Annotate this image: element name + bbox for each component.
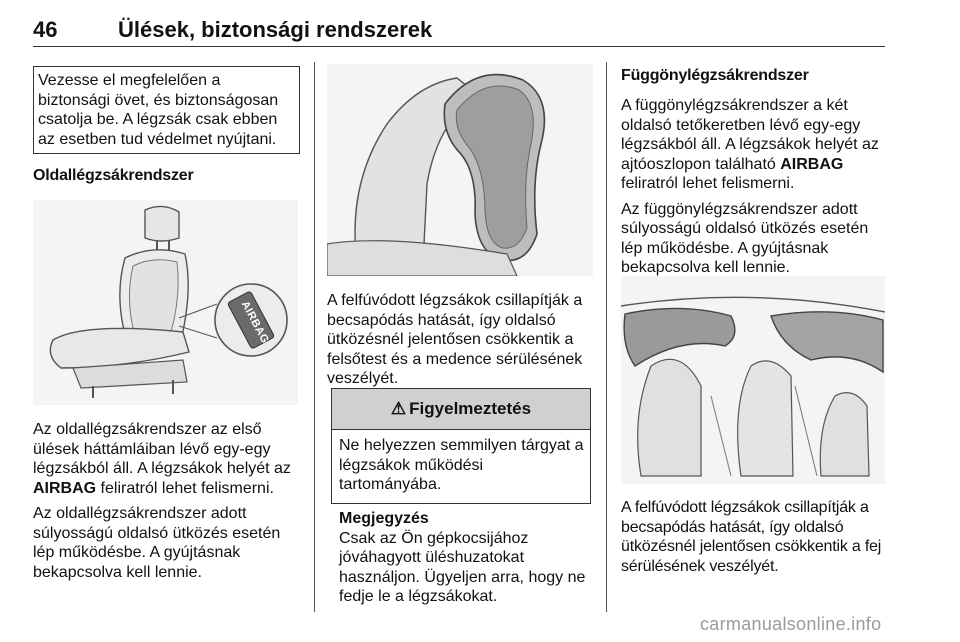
curtain-airbag-svg — [621, 276, 885, 484]
page-header — [33, 17, 885, 47]
warning-box — [331, 388, 591, 504]
section-heading-curtain-airbag: Függönylégzsákrendszer — [621, 67, 809, 84]
inflated-airbag-svg — [327, 64, 593, 276]
warning-header — [332, 389, 590, 430]
page-title: Ülések, biztonsági rendszerek — [118, 17, 433, 42]
page-number: 46 — [33, 17, 58, 42]
airbag-bold-label-2: AIRBAG — [780, 155, 844, 173]
inflated-airbag-description — [327, 291, 595, 395]
seat-illustration-svg — [33, 200, 298, 405]
airbag-bold-label: AIRBAG — [33, 479, 97, 497]
warning-triangle-icon: ⚠ — [390, 399, 407, 418]
column-divider-1 — [314, 62, 315, 612]
side-airbag-description — [33, 420, 301, 588]
curtain-inflated-para: A felfúvódott légzsákok csillapítják a becsapódás hatását, így oldalsó ütközésnél jelentősen csökkentik a fej sérülésének veszélyét. — [621, 499, 882, 575]
warning-title: Figyelmeztetés — [409, 399, 532, 418]
continuation-box — [33, 66, 300, 154]
watermark: carmanualsonline.info — [700, 614, 882, 634]
airbag-callout-label: AIRBAG — [238, 299, 272, 346]
header-rule — [33, 46, 885, 47]
inflated-airbag-illustration — [327, 64, 593, 276]
seat-airbag-illustration — [33, 200, 298, 405]
continuation-text: Vezesse el megfelelően a biztonsági övet, és biztonságosan csatolja be. A légzsák csak ebben az esetben tud védelmet nyújtani. — [38, 72, 279, 148]
note-block — [339, 509, 594, 607]
side-airbag-para2: Az oldallégzsákrendszer adott súlyosságú oldalsó ütközés esetén lép működésbe. A gyújtásnak bekapcsolva kell lennie. — [33, 505, 281, 581]
note-title: Megjegyzés — [339, 510, 429, 527]
curtain-airbag-illustration — [621, 276, 885, 484]
side-airbag-para1: Az oldallégzsákrendszer az első ülések háttámláiban lévő egy-egy légzsákból áll. A légzsákok helyét az AIRBAG feliratról lehet felismerni. — [33, 421, 291, 497]
curtain-airbag-para1: A függönylégzsákrendszer a két oldalsó tetőkeretben lévő egy-egy légzsákból áll. A légzsákok helyét az ajtóoszlopon található AIRBAG feliratról lehet felismerni. — [621, 97, 879, 192]
warning-body: Ne helyezzen semmilyen tárgyat a légzsákok működési tartományába. — [339, 437, 584, 493]
note-text: Csak az Ön gépkocsijához jóváhagyott üléshuzatokat használjon. Ügyeljen arra, hogy ne fedje le a légzsákokat. — [339, 529, 586, 605]
inflated-airbag-para: A felfúvódott légzsákok csillapítják a becsapódás hatását, így oldalsó ütközésnél jelentősen csökkentik a felsőtest és a medence sérülésének veszélyét. — [327, 292, 583, 387]
curtain-airbag-para2: Az függönylégzsákrendszer adott súlyosságú oldalsó ütközés esetén lép működésbe. A gyújtásnak bekapcsolva kell lennie. — [621, 200, 869, 276]
column-divider-2 — [606, 62, 607, 612]
curtain-airbag-description — [621, 96, 889, 284]
section-heading-side-airbag: Oldallégzsákrendszer — [33, 167, 194, 184]
curtain-inflated-description — [621, 498, 889, 582]
